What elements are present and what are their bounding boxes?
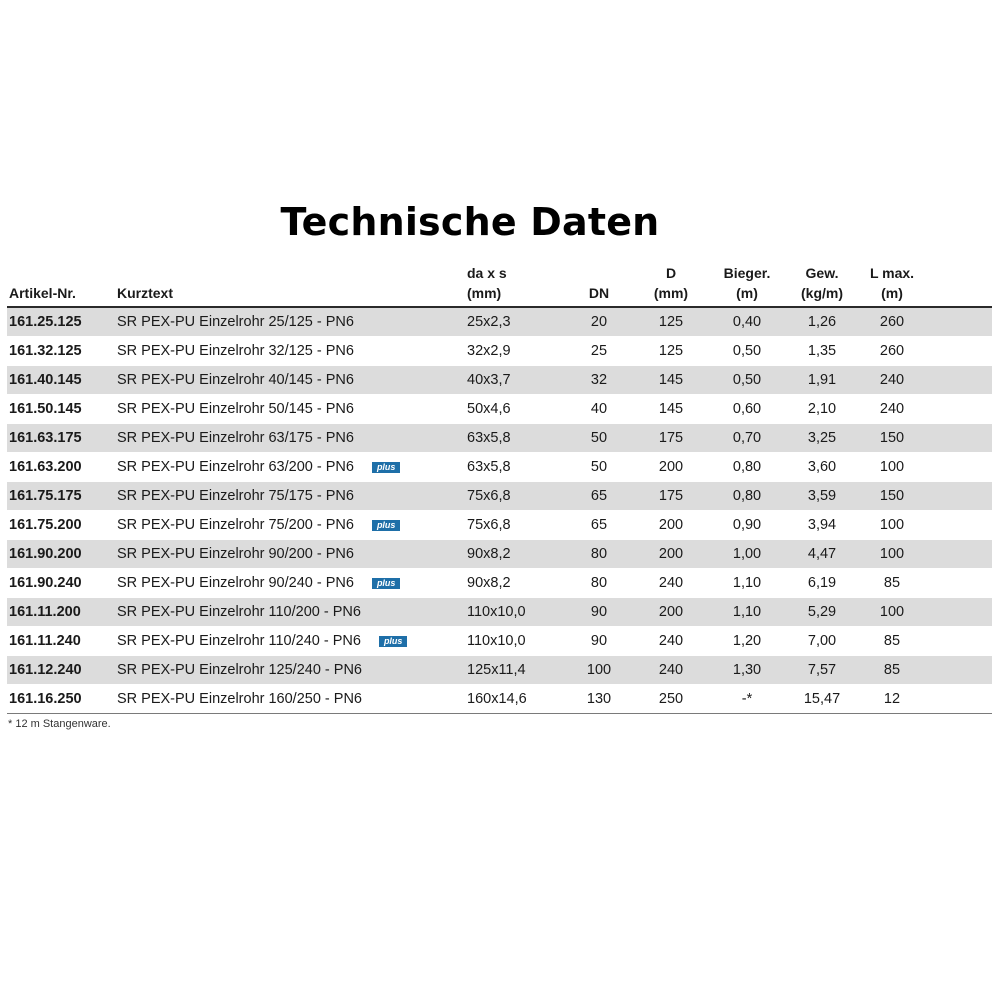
header-gew-line2: (kg/m) xyxy=(801,285,843,301)
kurztext-label: SR PEX-PU Einzelrohr 63/200 - PN6 xyxy=(117,459,354,475)
table-row xyxy=(7,453,992,482)
cell-bieger: 0,70 xyxy=(709,424,785,453)
cell-bieger: 0,60 xyxy=(709,395,785,424)
header-spacer xyxy=(925,263,992,307)
cell-d: 250 xyxy=(633,685,709,714)
cell-gew: 1,35 xyxy=(785,337,859,366)
cell-artikel: 161.32.125 xyxy=(7,337,117,366)
cell-artikel: 161.63.175 xyxy=(7,424,117,453)
cell-artikel: 161.75.200 xyxy=(7,511,117,540)
cell-kurztext xyxy=(117,424,467,453)
cell-gew: 7,00 xyxy=(785,627,859,656)
cell-dn: 90 xyxy=(565,627,633,656)
header-daxs xyxy=(467,263,565,307)
kurztext-label: SR PEX-PU Einzelrohr 75/200 - PN6 xyxy=(117,517,354,533)
cell-daxs: 32x2,9 xyxy=(467,337,565,366)
cell-d: 200 xyxy=(633,540,709,569)
cell-spacer xyxy=(925,540,992,569)
cell-bieger: 1,20 xyxy=(709,627,785,656)
table-row xyxy=(7,627,992,656)
cell-daxs: 160x14,6 xyxy=(467,685,565,714)
cell-bieger: 1,00 xyxy=(709,540,785,569)
kurztext-label: SR PEX-PU Einzelrohr 90/240 - PN6 xyxy=(117,575,354,591)
plus-badge: plus xyxy=(372,520,401,531)
cell-spacer xyxy=(925,395,992,424)
cell-d: 200 xyxy=(633,598,709,627)
cell-dn: 65 xyxy=(565,511,633,540)
cell-lmax: 260 xyxy=(859,307,925,337)
cell-dn: 50 xyxy=(565,424,633,453)
cell-kurztext xyxy=(117,307,467,337)
cell-d: 175 xyxy=(633,482,709,511)
cell-daxs: 75x6,8 xyxy=(467,511,565,540)
header-gew-line1: Gew. xyxy=(805,265,839,281)
table-body xyxy=(7,307,992,714)
kurztext-label: SR PEX-PU Einzelrohr 125/240 - PN6 xyxy=(117,662,362,678)
cell-artikel: 161.11.240 xyxy=(7,627,117,656)
cell-gew: 2,10 xyxy=(785,395,859,424)
kurztext-label: SR PEX-PU Einzelrohr 110/240 - PN6 xyxy=(117,633,361,649)
table-row xyxy=(7,511,992,540)
table-row xyxy=(7,482,992,511)
cell-spacer xyxy=(925,511,992,540)
cell-daxs: 63x5,8 xyxy=(467,453,565,482)
cell-d: 240 xyxy=(633,627,709,656)
cell-daxs: 75x6,8 xyxy=(467,482,565,511)
cell-daxs: 90x8,2 xyxy=(467,569,565,598)
technical-data-table xyxy=(7,263,992,714)
cell-lmax: 85 xyxy=(859,656,925,685)
cell-lmax: 240 xyxy=(859,395,925,424)
footnote: * 12 m Stangenware. xyxy=(8,718,111,730)
cell-gew: 1,26 xyxy=(785,307,859,337)
header-daxs-line1: da x s xyxy=(467,265,507,281)
kurztext-label: SR PEX-PU Einzelrohr 160/250 - PN6 xyxy=(117,691,362,707)
page-title: Technische Daten xyxy=(280,200,660,244)
cell-kurztext xyxy=(117,482,467,511)
cell-bieger: 0,50 xyxy=(709,366,785,395)
cell-daxs: 63x5,8 xyxy=(467,424,565,453)
header-bieger-line2: (m) xyxy=(736,285,758,301)
cell-lmax: 85 xyxy=(859,627,925,656)
cell-kurztext xyxy=(117,337,467,366)
cell-artikel: 161.11.200 xyxy=(7,598,117,627)
kurztext-label: SR PEX-PU Einzelrohr 40/145 - PN6 xyxy=(117,372,354,388)
header-daxs-line2: (mm) xyxy=(467,285,502,301)
cell-d: 200 xyxy=(633,511,709,540)
cell-daxs: 110x10,0 xyxy=(467,627,565,656)
cell-bieger: 0,50 xyxy=(709,337,785,366)
cell-kurztext xyxy=(117,685,467,714)
cell-kurztext xyxy=(117,569,467,598)
cell-kurztext xyxy=(117,511,467,540)
cell-spacer xyxy=(925,424,992,453)
cell-lmax: 100 xyxy=(859,453,925,482)
cell-d: 145 xyxy=(633,395,709,424)
cell-gew: 3,59 xyxy=(785,482,859,511)
table-row xyxy=(7,337,992,366)
cell-d: 200 xyxy=(633,453,709,482)
cell-bieger: 0,80 xyxy=(709,453,785,482)
plus-badge: plus xyxy=(379,636,408,647)
cell-kurztext xyxy=(117,366,467,395)
header-gew xyxy=(785,263,859,307)
cell-gew: 6,19 xyxy=(785,569,859,598)
header-lmax-line1: L max. xyxy=(869,265,915,281)
cell-daxs: 125x11,4 xyxy=(467,656,565,685)
plus-badge: plus xyxy=(372,462,401,473)
cell-dn: 20 xyxy=(565,307,633,337)
cell-gew: 5,29 xyxy=(785,598,859,627)
cell-lmax: 240 xyxy=(859,366,925,395)
cell-gew: 3,94 xyxy=(785,511,859,540)
cell-kurztext xyxy=(117,656,467,685)
table-row xyxy=(7,540,992,569)
cell-spacer xyxy=(925,337,992,366)
header-d-line2: (mm) xyxy=(653,285,689,301)
cell-dn: 100 xyxy=(565,656,633,685)
cell-artikel: 161.12.240 xyxy=(7,656,117,685)
header-lmax xyxy=(859,263,925,307)
cell-daxs: 50x4,6 xyxy=(467,395,565,424)
header-d xyxy=(633,263,709,307)
cell-spacer xyxy=(925,453,992,482)
cell-lmax: 100 xyxy=(859,598,925,627)
cell-bieger: 0,40 xyxy=(709,307,785,337)
technical-data-table-container xyxy=(7,263,992,714)
cell-spacer xyxy=(925,598,992,627)
cell-artikel: 161.25.125 xyxy=(7,307,117,337)
cell-artikel: 161.40.145 xyxy=(7,366,117,395)
cell-gew: 1,91 xyxy=(785,366,859,395)
header-lmax-line2: (m) xyxy=(881,285,903,301)
header-bieger xyxy=(709,263,785,307)
cell-kurztext xyxy=(117,453,467,482)
kurztext-label: SR PEX-PU Einzelrohr 50/145 - PN6 xyxy=(117,401,354,417)
cell-lmax: 100 xyxy=(859,511,925,540)
cell-gew: 4,47 xyxy=(785,540,859,569)
cell-artikel: 161.75.175 xyxy=(7,482,117,511)
cell-daxs: 90x8,2 xyxy=(467,540,565,569)
cell-d: 240 xyxy=(633,656,709,685)
cell-bieger: 0,80 xyxy=(709,482,785,511)
cell-bieger: 1,10 xyxy=(709,569,785,598)
cell-gew: 7,57 xyxy=(785,656,859,685)
cell-d: 175 xyxy=(633,424,709,453)
table-row xyxy=(7,685,992,714)
cell-lmax: 150 xyxy=(859,482,925,511)
cell-artikel: 161.16.250 xyxy=(7,685,117,714)
table-header xyxy=(7,263,992,307)
cell-gew: 15,47 xyxy=(785,685,859,714)
kurztext-label: SR PEX-PU Einzelrohr 110/200 - PN6 xyxy=(117,604,361,620)
cell-dn: 90 xyxy=(565,598,633,627)
cell-spacer xyxy=(925,366,992,395)
header-artikel: Artikel-Nr. xyxy=(7,263,117,307)
cell-dn: 25 xyxy=(565,337,633,366)
table-row xyxy=(7,366,992,395)
header-kurztext: Kurztext xyxy=(117,263,467,307)
kurztext-label: SR PEX-PU Einzelrohr 25/125 - PN6 xyxy=(117,314,354,330)
cell-kurztext xyxy=(117,598,467,627)
cell-gew: 3,25 xyxy=(785,424,859,453)
cell-lmax: 12 xyxy=(859,685,925,714)
header-bieger-line1: Bieger. xyxy=(723,265,771,281)
cell-lmax: 85 xyxy=(859,569,925,598)
kurztext-label: SR PEX-PU Einzelrohr 32/125 - PN6 xyxy=(117,343,354,359)
table-row xyxy=(7,598,992,627)
cell-spacer xyxy=(925,627,992,656)
cell-lmax: 260 xyxy=(859,337,925,366)
cell-daxs: 40x3,7 xyxy=(467,366,565,395)
cell-dn: 40 xyxy=(565,395,633,424)
cell-d: 125 xyxy=(633,337,709,366)
table-row xyxy=(7,307,992,337)
cell-d: 240 xyxy=(633,569,709,598)
cell-bieger: -* xyxy=(709,685,785,714)
header-row xyxy=(7,263,992,307)
cell-kurztext xyxy=(117,395,467,424)
cell-artikel: 161.63.200 xyxy=(7,453,117,482)
cell-d: 125 xyxy=(633,307,709,337)
cell-daxs: 110x10,0 xyxy=(467,598,565,627)
cell-daxs: 25x2,3 xyxy=(467,307,565,337)
cell-artikel: 161.90.200 xyxy=(7,540,117,569)
cell-lmax: 100 xyxy=(859,540,925,569)
cell-spacer xyxy=(925,307,992,337)
cell-dn: 80 xyxy=(565,540,633,569)
header-dn: DN xyxy=(565,263,633,307)
cell-spacer xyxy=(925,656,992,685)
cell-kurztext xyxy=(117,627,467,656)
kurztext-label: SR PEX-PU Einzelrohr 63/175 - PN6 xyxy=(117,430,354,446)
kurztext-label: SR PEX-PU Einzelrohr 75/175 - PN6 xyxy=(117,488,354,504)
cell-spacer xyxy=(925,482,992,511)
cell-lmax: 150 xyxy=(859,424,925,453)
cell-dn: 32 xyxy=(565,366,633,395)
cell-dn: 50 xyxy=(565,453,633,482)
table-row xyxy=(7,569,992,598)
header-d-line1: D xyxy=(665,265,677,281)
cell-bieger: 1,30 xyxy=(709,656,785,685)
cell-dn: 130 xyxy=(565,685,633,714)
cell-kurztext xyxy=(117,540,467,569)
cell-dn: 65 xyxy=(565,482,633,511)
cell-bieger: 0,90 xyxy=(709,511,785,540)
cell-bieger: 1,10 xyxy=(709,598,785,627)
cell-gew: 3,60 xyxy=(785,453,859,482)
cell-spacer xyxy=(925,569,992,598)
cell-d: 145 xyxy=(633,366,709,395)
kurztext-label: SR PEX-PU Einzelrohr 90/200 - PN6 xyxy=(117,546,354,562)
cell-dn: 80 xyxy=(565,569,633,598)
table-row xyxy=(7,395,992,424)
table-row xyxy=(7,424,992,453)
table-row xyxy=(7,656,992,685)
plus-badge: plus xyxy=(372,578,401,589)
cell-artikel: 161.50.145 xyxy=(7,395,117,424)
cell-artikel: 161.90.240 xyxy=(7,569,117,598)
cell-spacer xyxy=(925,685,992,714)
